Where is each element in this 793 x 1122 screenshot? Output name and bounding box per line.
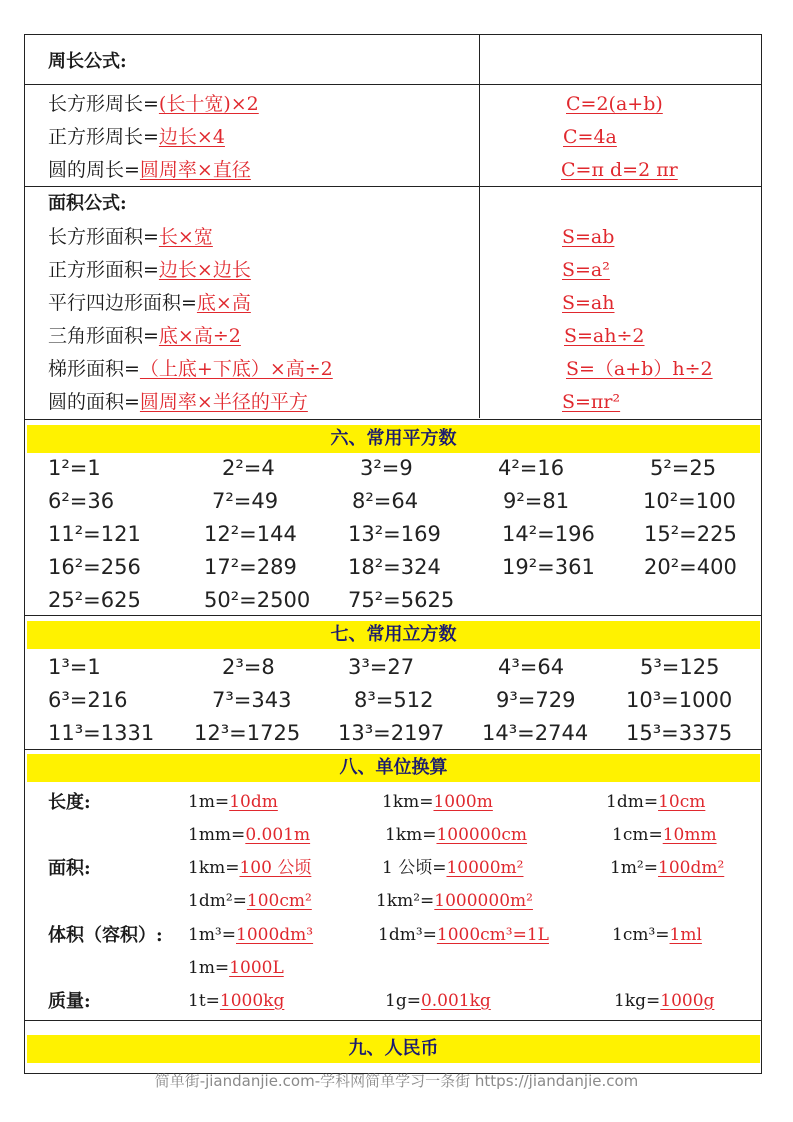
- formula-symbolic: C=2(a+b): [566, 93, 663, 115]
- perimeter-heading: 周长公式:: [48, 51, 127, 72]
- square-item: 18²=324: [348, 555, 441, 579]
- formula-row: [48, 92, 259, 116]
- section-title-cubes: 七、常用立方数: [27, 621, 760, 649]
- square-item: 75²=5625: [348, 588, 455, 612]
- formula-symbolic: S=ab: [562, 226, 615, 248]
- cube-item: 12³=1725: [194, 721, 301, 745]
- unit-item: 1km=1000m: [382, 792, 493, 812]
- formula-label: 长方形周长=: [48, 93, 159, 115]
- unit-label-area: 面积:: [48, 858, 91, 879]
- area-heading: 面积公式:: [48, 193, 127, 214]
- unit-item: 1km²=1000000m²: [376, 891, 533, 911]
- formula-value: 底×高÷2: [158, 325, 241, 347]
- cube-item: 5³=125: [640, 655, 720, 679]
- unit-item: 1m³=1000dm³: [188, 925, 314, 945]
- formula-symbolic: S=ah: [562, 292, 615, 314]
- formula-row: [48, 225, 213, 249]
- row-divider: [24, 84, 762, 85]
- footer-watermark: 简单街-jiandanjie.com-学科网简单学习一条街 https://jiandanjie.com: [154, 1072, 639, 1090]
- formula-value: 底×高: [196, 292, 251, 314]
- square-item: 11²=121: [48, 522, 141, 546]
- unit-item: 1 公顷=10000m²: [382, 858, 524, 878]
- square-item: 3²=9: [360, 456, 413, 480]
- cube-item: 15³=3375: [626, 721, 733, 745]
- square-item: 4²=16: [498, 456, 565, 480]
- unit-item: 1kg=1000g: [614, 991, 715, 1011]
- formula-row: [48, 158, 251, 182]
- formula-value: 边长×4: [158, 126, 225, 148]
- unit-label-volume: 体积（容积）:: [48, 925, 163, 946]
- square-item: 25²=625: [48, 588, 141, 612]
- square-item: 19²=361: [502, 555, 595, 579]
- unit-label-length: 长度:: [48, 792, 91, 813]
- formula-value: (长十宽)×2: [158, 93, 259, 115]
- unit-item: 1m²=100dm²: [610, 858, 725, 878]
- cube-item: 13³=2197: [338, 721, 445, 745]
- formula-label: 三角形面积=: [48, 325, 159, 347]
- row-divider: [24, 749, 762, 750]
- row-divider: [24, 419, 762, 420]
- unit-item: 1g=0.001kg: [385, 991, 491, 1011]
- formula-value: 长×宽: [158, 226, 213, 248]
- row-divider: [24, 186, 762, 187]
- cube-item: 6³=216: [48, 688, 128, 712]
- cube-item: 8³=512: [354, 688, 434, 712]
- formula-row: [48, 324, 241, 348]
- formula-symbolic: S=ah÷2: [564, 325, 645, 347]
- cube-item: 14³=2744: [482, 721, 589, 745]
- unit-item: 1dm³=1000cm³=1L: [378, 925, 549, 945]
- formula-value: 圆周率×半径的平方: [139, 391, 308, 413]
- formula-value: 圆周率×直径: [139, 159, 251, 181]
- section-title-squares: 六、常用平方数: [27, 425, 760, 453]
- square-item: 1²=1: [48, 456, 101, 480]
- square-item: 7²=49: [212, 489, 279, 513]
- formula-row: [48, 125, 225, 149]
- square-item: 6²=36: [48, 489, 115, 513]
- formula-symbolic: C=4a: [563, 126, 617, 148]
- unit-item: 1t=1000kg: [188, 991, 285, 1011]
- cube-item: 1³=1: [48, 655, 101, 679]
- unit-label-mass: 质量:: [48, 991, 91, 1012]
- unit-item: 1mm=0.001m: [188, 825, 311, 845]
- square-item: 17²=289: [204, 555, 297, 579]
- formula-row: [48, 258, 251, 282]
- column-divider: [479, 34, 480, 418]
- formula-value: 边长×边长: [158, 259, 251, 281]
- formula-symbolic: S=a²: [562, 259, 610, 281]
- square-item: 20²=400: [644, 555, 737, 579]
- formula-row: [48, 291, 251, 315]
- formula-value: （上底+下底）×高÷2: [139, 358, 333, 380]
- unit-item: 1km=100000cm: [385, 825, 528, 845]
- square-item: 10²=100: [643, 489, 736, 513]
- formula-label: 长方形面积=: [48, 226, 159, 248]
- unit-item: 1dm=10cm: [606, 792, 706, 812]
- unit-item: 1cm³=1ml: [612, 925, 702, 945]
- formula-label: 正方形面积=: [48, 259, 159, 281]
- formula-row: [48, 357, 333, 381]
- formula-label: 圆的面积=: [48, 391, 140, 413]
- formula-row: [48, 390, 308, 414]
- unit-item: 1dm²=100cm²: [188, 891, 312, 911]
- square-item: 14²=196: [502, 522, 595, 546]
- square-item: 2²=4: [222, 456, 275, 480]
- square-item: 16²=256: [48, 555, 141, 579]
- formula-label: 正方形周长=: [48, 126, 159, 148]
- section-title-units: 八、单位换算: [27, 754, 760, 782]
- unit-item: 1km=100 公顷: [188, 858, 312, 878]
- square-item: 9²=81: [503, 489, 570, 513]
- cube-item: 3³=27: [348, 655, 415, 679]
- row-divider: [24, 1020, 762, 1021]
- section-title-rmb: 九、人民币: [27, 1035, 760, 1063]
- cube-item: 10³=1000: [626, 688, 733, 712]
- formula-label: 平行四边形面积=: [48, 292, 197, 314]
- square-item: 50²=2500: [204, 588, 311, 612]
- unit-item: 1m=1000L: [188, 958, 284, 978]
- formula-label: 梯形面积=: [48, 358, 140, 380]
- square-item: 15²=225: [644, 522, 737, 546]
- cube-item: 7³=343: [212, 688, 292, 712]
- formula-symbolic: C=π d=2 πr: [561, 159, 678, 181]
- cube-item: 4³=64: [498, 655, 565, 679]
- cube-item: 2³=8: [222, 655, 275, 679]
- formula-symbolic: S=πr²: [562, 391, 621, 413]
- cube-item: 9³=729: [496, 688, 576, 712]
- formula-label: 圆的周长=: [48, 159, 140, 181]
- formula-symbolic: S=（a+b）h÷2: [566, 358, 713, 380]
- square-item: 5²=25: [650, 456, 717, 480]
- square-item: 8²=64: [352, 489, 419, 513]
- unit-item: 1m=10dm: [188, 792, 278, 812]
- unit-item: 1cm=10mm: [612, 825, 717, 845]
- row-divider: [24, 615, 762, 616]
- cube-item: 11³=1331: [48, 721, 155, 745]
- square-item: 12²=144: [204, 522, 297, 546]
- square-item: 13²=169: [348, 522, 441, 546]
